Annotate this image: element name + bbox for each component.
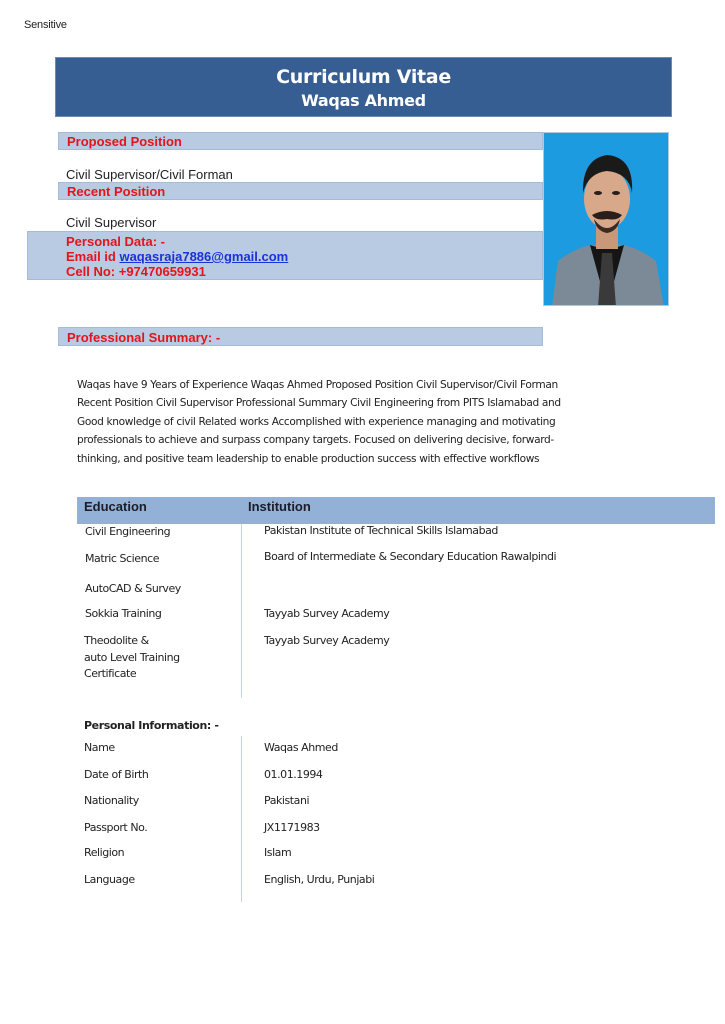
personal-info-label: Name [84,741,115,754]
professional-summary-heading: Professional Summary: - [67,330,221,345]
education-institution: Tayyab Survey Academy [264,607,390,620]
professional-summary-band [58,327,543,346]
personal-info-value: JX1171983 [264,821,320,834]
personal-info-label: Date of Birth [84,768,149,781]
education-column-divider [241,524,242,698]
education-course: Matric Science [85,552,160,565]
recent-position-heading: Recent Position [67,184,166,199]
title-banner [55,57,672,117]
personal-data-heading: Personal Data: - [66,234,165,249]
personal-information-heading: Personal Information: - [84,719,219,732]
education-course-line: auto Level Training [84,650,180,664]
education-institution: Board of Intermediate & Secondary Education Rawalpindi [264,550,557,563]
personal-info-value: 01.01.1994 [264,768,323,781]
sensitivity-label: Sensitive [24,19,67,31]
summary-line: Waqas have 9 Years of Experience Waqas Ahmed Proposed Position Civil Supervisor/Civil Forman [77,379,558,391]
recent-position-value: Civil Supervisor [66,215,157,230]
personal-info-value: Islam [264,846,292,859]
candidate-name: Waqas Ahmed [301,91,426,110]
proposed-position-heading: Proposed Position [67,134,182,149]
email-link[interactable]: waqasraja7886@gmail.com [119,249,289,264]
personal-information-divider [241,736,242,902]
proposed-position-band [58,132,543,150]
institution-column-header: Institution [248,499,311,514]
email-line [66,249,288,264]
personal-info-label: Religion [84,846,125,859]
document-title: Curriculum Vitae [276,66,451,88]
education-course: Sokkia Training [85,607,162,620]
professional-summary-text [77,376,617,468]
education-column-header: Education [84,499,147,514]
person-portrait-icon [544,133,669,306]
email-label: Email id [66,249,120,264]
summary-line: Recent Position Civil Supervisor Professional Summary Civil Engineering from PITS Islamabad and [77,397,561,410]
cell-number: Cell No: +97470659931 [66,264,206,279]
education-course-line: Certificate [84,667,137,680]
summary-line: professionals to achieve and surpass company targets. Focused on delivering decisive, forward- [77,434,554,447]
education-course: AutoCAD & Survey [85,582,181,595]
personal-info-label: Passport No. [84,821,148,834]
personal-info-label: Language [84,873,135,886]
education-institution: Pakistan Institute of Technical Skills Islamabad [264,524,498,537]
recent-position-band [58,182,543,200]
education-table-header [77,497,715,524]
education-institution: Tayyab Survey Academy [264,634,390,647]
education-course-line: Theodolite & [84,634,149,647]
education-course: Civil Engineering [85,525,171,538]
profile-photo [543,132,669,306]
education-course-multiline [84,633,180,683]
summary-line: Good knowledge of civil Related works Accomplished with experience managing and motivating [77,415,556,428]
personal-data-block [66,234,288,279]
personal-info-value: English, Urdu, Punjabi [264,873,375,886]
personal-info-value: Pakistani [264,794,310,807]
personal-info-value: Waqas Ahmed [264,741,338,754]
summary-line: thinking, and positive team leadership to enable production success with effective workflows [77,452,540,465]
personal-info-label: Nationality [84,794,139,807]
proposed-position-value: Civil Supervisor/Civil Forman [66,167,233,182]
